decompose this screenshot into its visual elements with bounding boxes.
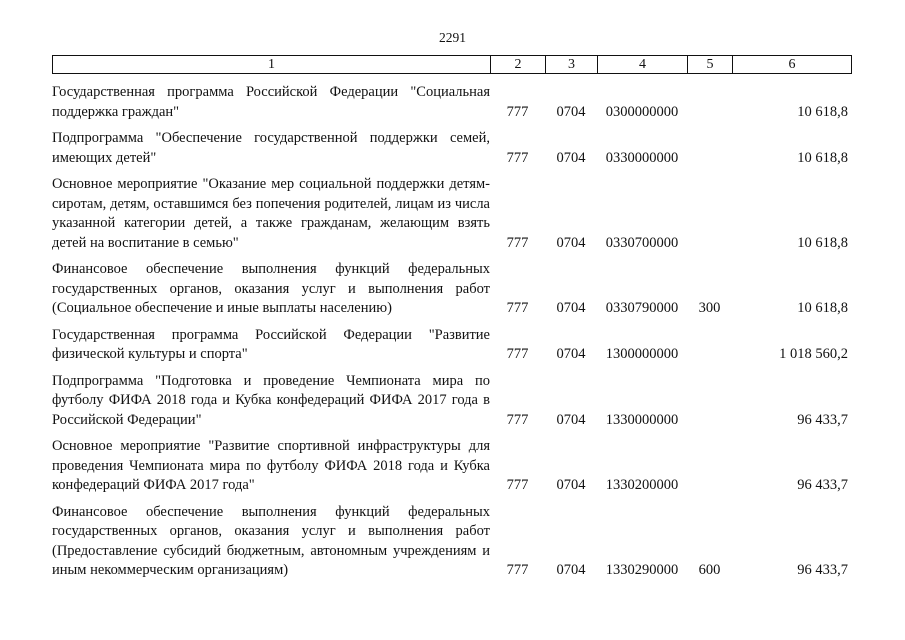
table-row [52, 372, 852, 431]
header-col-5: 5 [688, 56, 733, 73]
row-col-2: 777 [506, 103, 529, 120]
row-name: Основное мероприятие "Оказание мер социальной поддержки детям-сиротам, детям, оставшимся без попечения родителей, лицам из числа указанной категории детей, а также гражданам, желающим взять детей на воспитание в семью" [52, 176, 490, 251]
row-name: Подпрограмма "Обеспечение государственной поддержки семей, имеющих детей" [52, 130, 490, 166]
header-col-1: 1 [53, 56, 491, 73]
row-col-3: 0704 [556, 562, 586, 578]
table-body [52, 83, 852, 588]
row-amount: 1 018 560,2 [779, 346, 848, 362]
row-amount: 96 433,7 [797, 562, 848, 578]
row-col-4: 0330000000 [605, 149, 679, 166]
table-header [52, 55, 852, 74]
row-name: Подпрограмма "Подготовка и проведение Чемпионата мира по футболу ФИФА 2018 года и Кубка конфедераций ФИФА 2017 года в Российской Федерации" [52, 372, 490, 428]
row-col-3: 0704 [556, 149, 586, 166]
row-col-5: 600 [698, 562, 721, 578]
row-col-4: 1300000000 [605, 346, 679, 362]
row-col-5: 300 [698, 300, 721, 316]
row-col-3: 0704 [556, 300, 586, 316]
row-amount: 10 618,8 [797, 103, 848, 120]
row-col-4: 1330000000 [605, 411, 679, 428]
row-col-3: 0704 [556, 411, 586, 428]
table-row [52, 326, 852, 365]
row-name: Финансовое обеспечение выполнения функций федеральных государственных органов, оказания услуг и выполнения работ (Предоставление субсидий бюджетным, автономным учреждениям и иным некоммерческим организациям) [52, 503, 490, 578]
header-col-2: 2 [491, 56, 546, 73]
table-row [52, 83, 852, 122]
row-col-2: 777 [506, 477, 529, 493]
row-col-4: 0330700000 [605, 234, 679, 251]
row-col-2: 777 [506, 300, 529, 316]
row-col-4: 0300000000 [605, 103, 679, 120]
table-row [52, 129, 852, 168]
row-amount: 96 433,7 [797, 411, 848, 428]
row-name: Финансовое обеспечение выполнения функций федеральных государственных органов, оказания услуг и выполнения работ (Социальное обеспечение и иные выплаты населению) [52, 261, 490, 316]
row-col-2: 777 [506, 149, 529, 166]
page-number: 2291 [439, 30, 466, 45]
row-amount: 10 618,8 [797, 234, 848, 251]
row-col-3: 0704 [556, 346, 586, 362]
row-col-2: 777 [506, 562, 529, 578]
row-col-4: 1330290000 [605, 562, 679, 578]
row-col-3: 0704 [556, 103, 586, 120]
row-col-4: 1330200000 [605, 477, 679, 493]
row-col-3: 0704 [556, 477, 586, 493]
header-col-4: 4 [598, 56, 688, 73]
row-name: Государственная программа Российской Федерации "Социальная поддержка граждан" [52, 84, 490, 120]
row-amount: 10 618,8 [797, 149, 848, 166]
row-col-2: 777 [506, 346, 529, 362]
row-col-4: 0330790000 [605, 300, 679, 316]
table-row [52, 260, 852, 319]
row-col-2: 777 [506, 411, 529, 428]
table-row [52, 175, 852, 253]
row-amount: 10 618,8 [797, 300, 848, 316]
row-name: Государственная программа Российской Федерации "Развитие физической культуры и спорта" [52, 326, 490, 362]
header-col-3: 3 [546, 56, 598, 73]
row-col-2: 777 [506, 234, 529, 251]
row-col-3: 0704 [556, 234, 586, 251]
row-amount: 96 433,7 [797, 477, 848, 493]
row-name: Основное мероприятие "Развитие спортивной инфраструктуры для проведения Чемпионата мира по футболу ФИФА 2018 года и Кубка конфедераций ФИФА 2017 года" [52, 438, 490, 493]
header-col-6: 6 [788, 57, 796, 72]
table-row [52, 503, 852, 581]
table-row [52, 437, 852, 496]
